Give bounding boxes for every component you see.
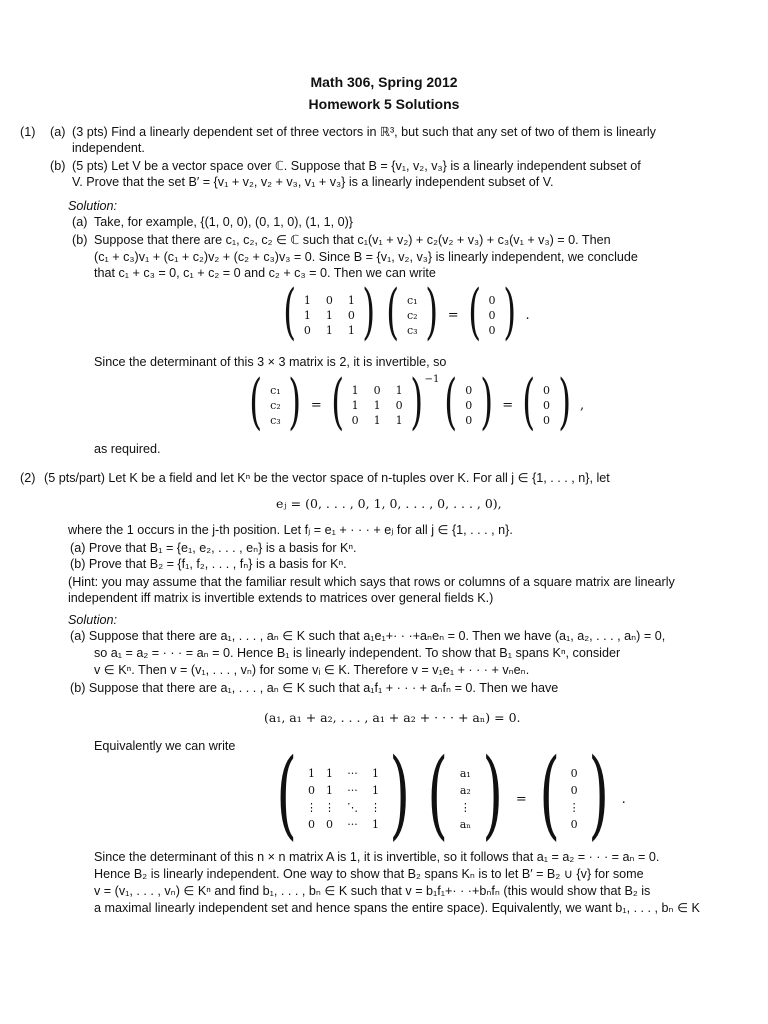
matrix-cell: 0 [347,308,355,322]
matrix-cell: 1 [303,308,311,322]
matrix-cell: c₁ [406,293,418,307]
equivalently-line: Equivalently we can write [94,739,236,753]
matrix-cell: aₙ [459,818,472,831]
vector-zero [486,294,498,337]
matrix-cell: 1 [307,767,315,780]
determinant-line: Since the determinant of this 3 × 3 matrix is 2, it is invertible, so [94,355,447,369]
equals-sign: = [447,307,459,323]
problem2-hint1: (Hint: you may assume that the familiar result which says that rows or columns of a square matrix are linearly [68,575,675,589]
matrix-cell: 0 [325,293,333,307]
solution1-b-line1: Suppose that there are c₁, c₂, c₂ ∈ ℂ such that c₁(v₁ + v₂) + c₂(v₂ + v₃) + c₃(v₁ + v₃) = 0. Then [94,233,611,247]
matrix-cell: ⋮ [369,801,381,814]
matrix-cell: 1 [351,398,359,412]
matrix-cell: 0 [543,383,551,397]
solution1-a-text: Take, for example, {(1, 0, 0), (0, 1, 0), (1, 1, 0)} [94,215,353,229]
period: . [525,307,530,323]
matrix-cell: 1 [373,398,381,412]
solution2-a-line2: so a₁ = a₂ = · · · = aₙ = 0. Hence B₁ is linearly independent. To show that B₁ spans Kⁿ, consider [94,646,621,660]
matrix-cell: 0 [488,308,496,322]
solution1-b-line2: (c₁ + c₃)v₁ + (c₁ + c₂)v₂ + (c₂ + c₃)v₃ = 0. Since B = {v₁, v₂, v₃} is linearly independent, we conclude [94,250,638,264]
matrix-cell: 0 [465,398,473,412]
matrix-cell: 0 [395,398,403,412]
matrix-cell: 0 [351,413,359,427]
matrix-cell: 0 [543,413,551,427]
end-line3: v = (v₁, . . . , vₙ) ∈ Kⁿ and find b₁, . . . , bₙ ∈ K such that v = b₁f₁+· · ·+bₙfₙ (this would show that B₂ is [94,884,651,898]
matrix-cell: 0 [465,413,473,427]
end-line4: a maximal linearly independent set and hence spans the entire space). Equivalently, we want b₁, . . . , bₙ ∈ K [94,901,700,915]
matrix-cell: 1 [373,413,381,427]
problem1-b-line2: V. Prove that the set B′ = {v₁ + v₂, v₂ + v₃, v₁ + v₃} is a linearly independent subset of V. [72,175,554,189]
equals-sign: = [502,397,514,413]
matrix-cell: 1 [303,293,311,307]
matrix-cell: 1 [347,323,355,337]
end-line1: Since the determinant of this n × n matrix A is 1, it is invertible, so it follows that a₁ = a₂ = · · · = aₙ = 0. [94,850,660,864]
course-title: Math 306, Spring 2012 [310,74,458,90]
matrix-cell: 1 [395,383,403,397]
problem2-hint2: independent iff matrix is invertible extends to matrices over general fields K.) [68,591,494,605]
problem1-solution-label: Solution: [68,199,118,213]
matrix-cell: ··· [347,767,358,780]
problem1-b-line1: (5 pts) Let V be a vector space over ℂ. Suppose that B = {v₁, v₂, v₃} is a linearly independent subset of [72,159,641,173]
matrix-cell: ··· [347,784,358,797]
matrix-cell: ⋮ [323,801,335,814]
problem1-a-line2: independent. [72,141,145,155]
page-subtitle: Homework 5 Solutions [308,96,460,112]
problem1-number: (1) [20,125,36,139]
problem2-b: (b) Prove that B₂ = {f₁, f₂, . . . , fₙ} is a basis for Kⁿ. [70,557,347,571]
matrix-cell: 1 [371,818,379,831]
matrix-cell: ⋮ [568,801,580,814]
problem2-a: (a) Prove that B₁ = {e₁, e₂, . . . , eₙ} is a basis for Kⁿ. [70,541,357,555]
matrix-cell: ⋮ [459,801,471,814]
period: . [621,791,626,807]
matrix-cell: 1 [395,413,403,427]
vector-zero-n [568,767,580,831]
solution2-a-line3: v ∈ Kⁿ. Then v = (v₁, . . . , vₙ) for some vᵢ ∈ K. Therefore v = v₁e₁ + · · · + vₙeₙ. [94,663,530,677]
matrix-equation-2: ( c₁ c₂ c₃ ) = ( 1 0 1 1 1 0 0 1 1 ) −1 ( 0 0 0 ) = ( 0 0 0 ) , [249,367,585,437]
matrix-cell: 0 [543,398,551,412]
matrix-cell: ⋮ [305,801,317,814]
matrix-cell: c₂ [270,398,281,412]
solution1-b-line3: that c₁ + c₃ = 0, c₁ + c₂ = 0 and c₂ + c₃ = 0. Then we can write [94,266,436,280]
equals-sign: = [515,791,527,807]
matrix-cell: 1 [351,383,359,397]
solution2-a-line1: (a) Suppose that there are a₁, . . . , aₙ ∈ K such that a₁e₁+· · ·+aₙeₙ = 0. Then we have (a₁, a₂, . . . , aₙ) = 0, [70,629,666,643]
matrix-cell: 0 [570,767,578,780]
matrix-a [349,384,405,427]
problem1-b-label: (b) [50,159,66,173]
matrix-cell: 1 [325,308,333,322]
matrix-cell: ⋱ [346,801,358,814]
matrix-cell: 0 [488,323,496,337]
solution1-a-label: (a) [72,215,88,229]
matrix-cell: a₂ [459,784,471,797]
problem2-line1: (5 pts/part) Let K be a field and let Kⁿ be the vector space of n-tuples over K. For all j ∈ {1, . . . , n}, let [44,471,610,485]
vector-zero [541,384,553,427]
solution2-b-line1: (b) Suppose that there are a₁, . . . , aₙ ∈ K such that a₁f₁ + · · · + aₙfₙ = 0. Then we have [70,681,559,695]
matrix-cell: 1 [325,784,333,797]
matrix-cell: 0 [303,323,311,337]
vector-zero [463,384,475,427]
sum-equation: (a₁, a₁ + a₂, . . . , a₁ + a₂ + · · · + aₙ) = 0. [264,710,521,725]
matrix-cell: 1 [371,767,379,780]
matrix-cell: c₃ [270,413,281,427]
as-required: as required. [94,442,161,456]
inverse-exponent: −1 [424,373,440,385]
matrix-cell: 0 [373,383,381,397]
matrix-cell: 0 [325,818,333,831]
ej-definition: eⱼ = (0, . . . , 0, 1, 0, . . . , 0, . . . , 0), [276,496,502,511]
matrix-cell: 0 [570,818,578,831]
problem2-line2: where the 1 occurs in the j-th position. Let fⱼ = e₁ + · · · + eⱼ for all j ∈ {1, . . . , n}. [68,523,513,537]
matrix-cell: c₃ [406,323,418,337]
matrix-cell: 0 [307,784,315,797]
matrix-cell: 1 [371,784,379,797]
matrix-cell: 1 [325,767,333,780]
equals-sign: = [310,397,322,413]
vector-c [267,384,283,427]
matrix-cell: 1 [325,323,333,337]
matrix-equation-1: ( 1 0 1 1 1 0 0 1 1 ) ( c₁ c₂ c₃ ) = ( 0 0 0 ) . [283,277,530,347]
vector-a [456,767,474,831]
matrix-cell: 0 [465,383,473,397]
solution1-b-label: (b) [72,233,88,247]
problem1-a-label: (a) [50,125,66,139]
matrix-cell: a₁ [459,767,471,780]
matrix-cell: c₂ [406,308,418,322]
matrix-cell: ··· [347,818,358,831]
matrix-cell: c₁ [270,383,281,397]
matrix-a [301,294,357,337]
problem1-a-line1: (3 pts) Find a linearly dependent set of three vectors in ℝ³, but such that any set of two of them is linearly [72,125,656,139]
matrix-cell: 1 [347,293,355,307]
vector-c [404,294,420,337]
problem2-solution-label: Solution: [68,613,118,627]
end-line2: Hence B₂ is linearly independent. One way to show that B₂ spans Kₙ is to let B′ = B₂ ∪ {v} for some [94,867,644,881]
matrix-u [305,767,381,831]
problem2-number: (2) [20,471,36,485]
matrix-cell: 0 [570,784,578,797]
matrix-cell: 0 [488,293,496,307]
matrix-equation-3: ( 1 1 ··· 1 0 1 ··· 1 ⋮ ⋮ ⋱ ⋮ 0 0 ··· 1 ) ( a₁ a₂ ⋮ aₙ ) = ( 0 0 ⋮ 0 ) . [276,738,626,850]
matrix-cell: 0 [307,818,315,831]
comma: , [579,397,585,413]
